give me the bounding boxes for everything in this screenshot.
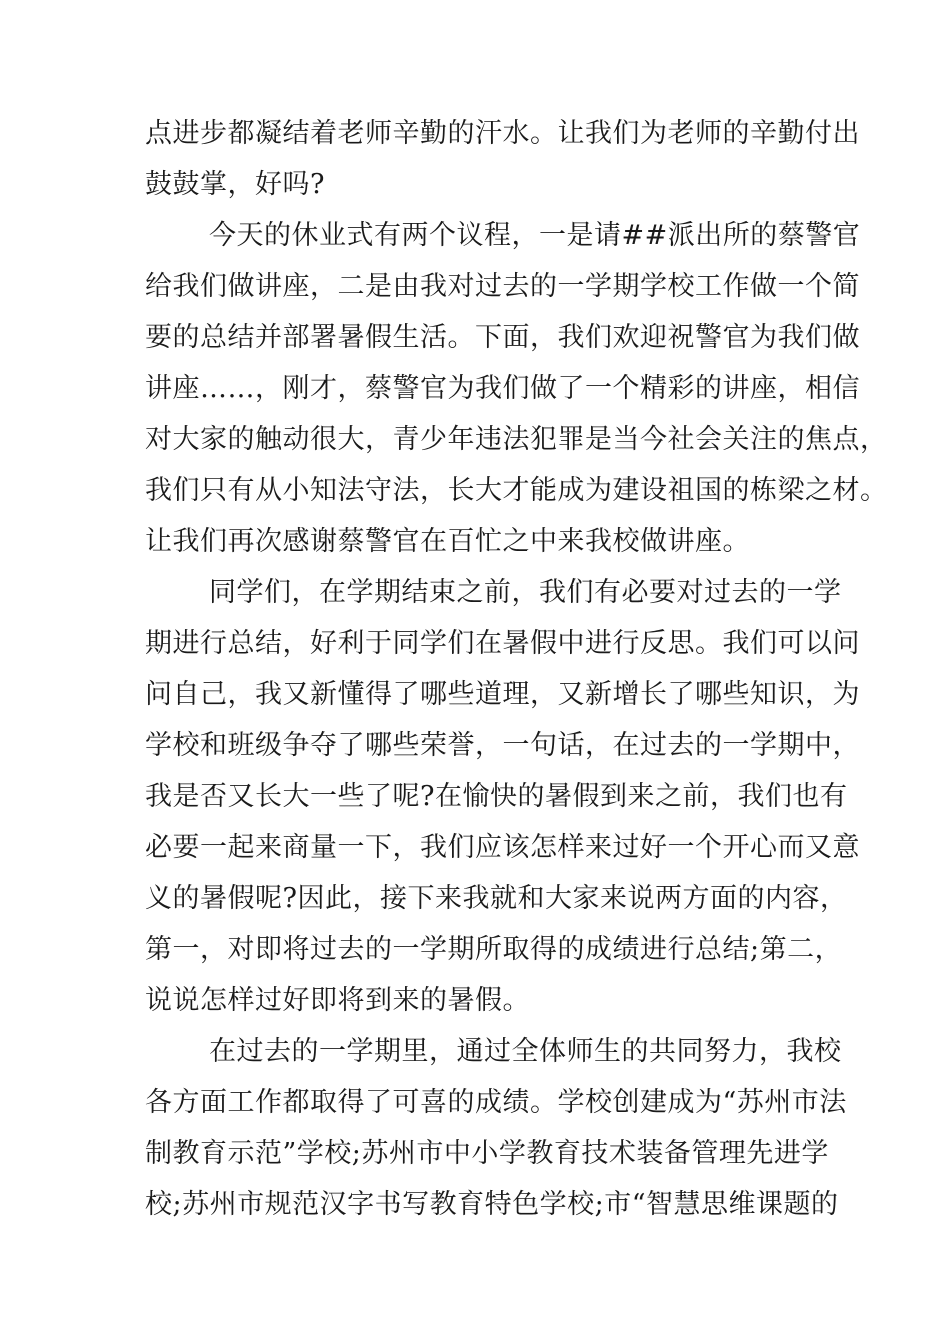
text-line: 对大家的触动很大，青少年违法犯罪是当今社会关注的焦点， xyxy=(145,424,888,455)
text-line: 义的暑假呢?因此，接下来我就和大家来说两方面的内容， xyxy=(145,883,848,914)
text-line: 讲座……，刚才，蔡警官为我们做了一个精彩的讲座，相信 xyxy=(145,373,860,404)
text-line: 我们只有从小知法守法，长大才能成为建设祖国的栋梁之材。 xyxy=(145,475,888,506)
paragraph-first-line: 今天的休业式有两个议程，一是请##派出所的蔡警官 xyxy=(209,220,861,251)
text-line: 校;苏州市规范汉字书写教育特色学校;市“智慧思维课题的 xyxy=(145,1189,839,1220)
text-line: 制教育示范”学校;苏州市中小学教育技术装备管理先进学 xyxy=(145,1138,829,1169)
text-line: 各方面工作都取得了可喜的成绩。学校创建成为“苏州市法 xyxy=(145,1087,847,1118)
text-line: 说说怎样过好即将到来的暑假。 xyxy=(145,985,530,1016)
paragraph-first-line: 在过去的一学期里，通过全体师生的共同努力，我校 xyxy=(209,1036,842,1067)
text-line: 要的总结并部署暑假生活。下面，我们欢迎祝警官为我们做 xyxy=(145,322,860,353)
text-line: 我是否又长大一些了呢?在愉快的暑假到来之前，我们也有 xyxy=(145,781,848,812)
text-line: 让我们再次感谢蔡警官在百忙之中来我校做讲座。 xyxy=(145,526,750,557)
paragraph-first-line: 同学们，在学期结束之前，我们有必要对过去的一学 xyxy=(209,577,842,608)
text-line: 问自己，我又新懂得了哪些道理，又新增长了哪些知识，为 xyxy=(145,679,860,710)
text-line: 鼓鼓掌，好吗? xyxy=(145,169,325,200)
text-line: 点进步都凝结着老师辛勤的汗水。让我们为老师的辛勤付出 xyxy=(145,118,860,149)
text-line: 第一，对即将过去的一学期所取得的成绩进行总结;第二， xyxy=(145,934,843,965)
text-line: 必要一起来商量一下，我们应该怎样来过好一个开心而又意 xyxy=(145,832,860,863)
text-line: 学校和班级争夺了哪些荣誉，一句话，在过去的一学期中， xyxy=(145,730,860,761)
text-line: 给我们做讲座，二是由我对过去的一学期学校工作做一个简 xyxy=(145,271,860,302)
text-line: 期进行总结，好利于同学们在暑假中进行反思。我们可以问 xyxy=(145,628,860,659)
document-body xyxy=(145,108,888,1230)
